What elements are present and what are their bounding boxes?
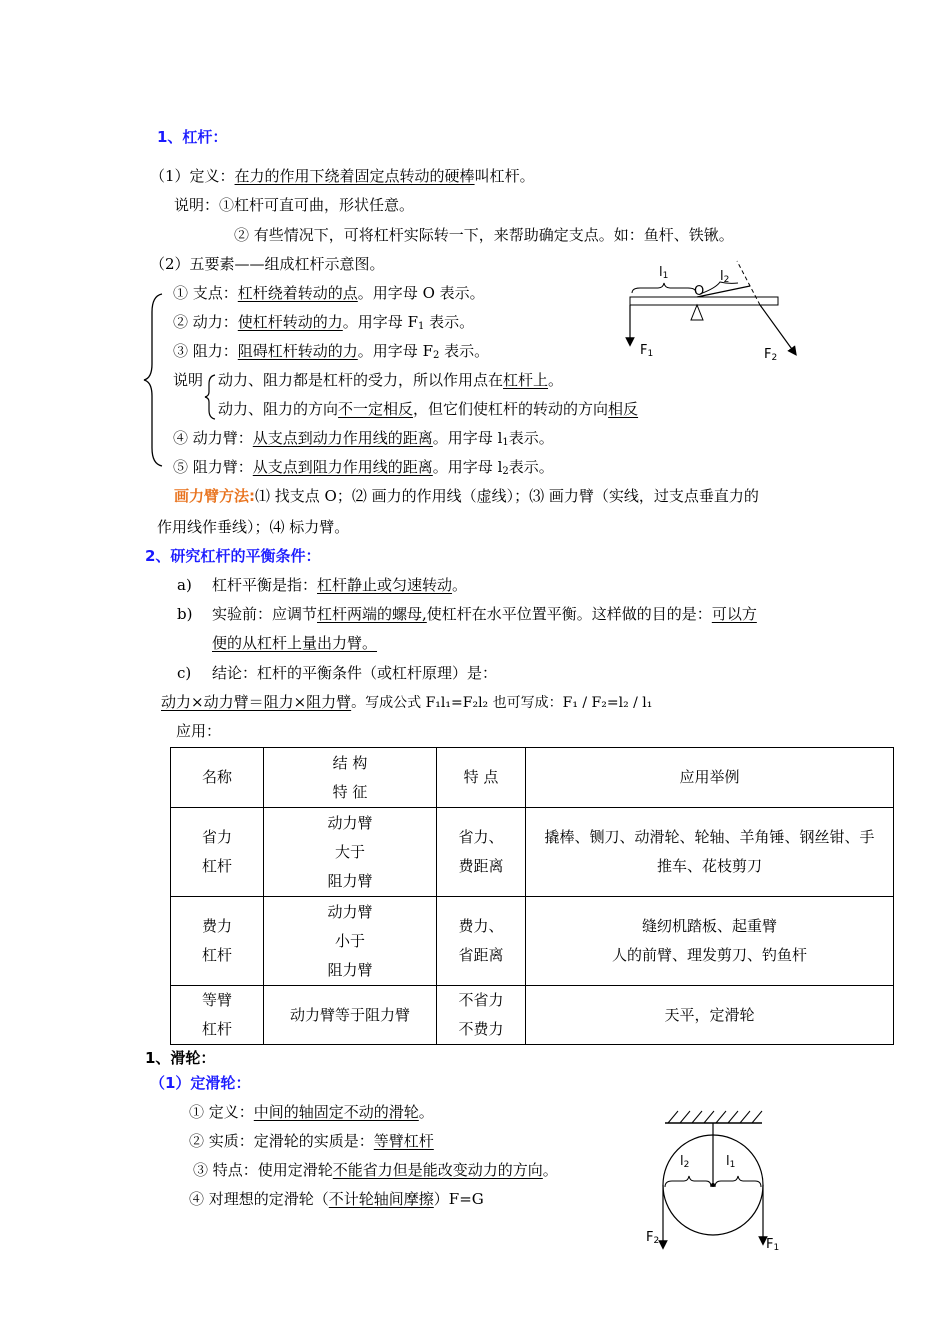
load-sub: 2	[432, 350, 440, 361]
row-feature: 不省力 不费力	[437, 986, 526, 1045]
balance-a-underlined: 杠杆静止或匀速转动	[317, 576, 453, 594]
pulley-def-suffix: 。	[418, 1103, 434, 1121]
balance-heading: 2、研究杠杆的平衡条件：	[145, 547, 321, 565]
note-a-suffix: 。	[548, 371, 564, 389]
load-suffix-b: 表示。	[439, 342, 490, 360]
load-arm-line	[173, 457, 554, 482]
load-arm-prefix: ⑤ 阻力臂：	[173, 458, 253, 476]
note-b-underlined-2: 相反	[608, 400, 639, 418]
row-structure: 动力臂 大于 阻力臂	[264, 808, 437, 897]
balance-a-label: a)	[177, 576, 192, 594]
effort-suffix-a: 。用字母 F	[342, 313, 418, 331]
note-a-prefix: 动力、阻力都是杠杆的受力，所以作用点在	[218, 371, 504, 389]
l2-label: l2	[720, 269, 730, 285]
load-underlined: 阻碍杠杆转动的力	[237, 342, 358, 360]
l1-label: l1	[659, 265, 669, 281]
row-examples: 缝纫机踏板、起重臂 人的前臂、理发剪刀、钓鱼杆	[526, 897, 894, 986]
effort-arm-underlined: 从支点到动力作用线的距离	[252, 429, 433, 447]
effort-arm-suffix-a: 。用字母 l	[432, 429, 503, 447]
lever-note-2: ② 有些情况下，可将杠杆实际转一下，来帮助确定支点。如：鱼杆、铁锹。	[234, 226, 734, 244]
ceiling-hatch	[668, 1111, 762, 1123]
header-examples: 应用举例	[526, 748, 894, 808]
balance-b-underlined-3: 便的从杠杆上量出力臂。	[212, 634, 378, 652]
pulley-feat-suffix: 。	[542, 1161, 558, 1179]
balance-b-mid: 使杠杆在水平位置平衡。这样做的目的是：	[426, 605, 712, 623]
balance-c: 结论：杠杆的平衡条件（或杠杆原理）是：	[212, 664, 498, 682]
load-line	[173, 341, 489, 366]
balance-b-underlined-2: 可以方	[711, 605, 757, 623]
fulcrum-suffix: 。用字母 O 表示。	[357, 284, 485, 302]
lever-types-table	[170, 747, 894, 1045]
effort-arm-line	[173, 428, 554, 453]
formula-text: 。写成公式 F₁l₁=F₂l₂ 也可写成：F₁ / F₂=l₂ / l₁	[351, 695, 653, 711]
fixed-pulley-diagram	[640, 1105, 780, 1255]
effort-arm-suffix-b: 表示。	[508, 429, 554, 447]
row-name: 等臂 杠杆	[171, 986, 264, 1045]
method-line	[174, 486, 759, 506]
lever-note-1: 说明：①杠杆可直可曲，形状任意。	[174, 196, 415, 214]
pulley-def-prefix: ① 定义：	[189, 1103, 254, 1121]
effort-line	[173, 312, 474, 337]
row-examples: 天平，定滑轮	[526, 986, 894, 1045]
header-structure: 结 构 特 征	[264, 748, 437, 808]
def-underlined: 在力的作用下绕着固定点转动的硬棒	[234, 167, 475, 185]
row-examples: 撬棒、铡刀、动滑轮、轮轴、羊角锤、钢丝钳、手 推车、花枝剪刀	[526, 808, 894, 897]
lever-definition	[150, 166, 535, 186]
header-feature: 特 点	[437, 748, 526, 808]
balance-b-label: b)	[177, 605, 193, 623]
lever-diagram	[620, 258, 810, 368]
row-structure: 动力臂等于阻力臂	[264, 986, 437, 1045]
effort-underlined: 使杠杆转动的力	[237, 313, 343, 331]
note-a-underlined: 杠杆上	[503, 371, 549, 389]
f2-arrow	[760, 305, 794, 352]
note-label: 说明	[173, 371, 204, 389]
formula-underlined: 动力×动力臂＝阻力×阻力臂	[161, 693, 352, 711]
f1-label: F1	[640, 343, 654, 359]
five-elements-title: （2）五要素——组成杠杆示意图。	[150, 255, 385, 273]
pulley-def-underlined: 中间的轴固定不动的滑轮	[253, 1103, 419, 1121]
load-arm-suffix-b: 表示。	[508, 458, 554, 476]
balance-c-label: c)	[177, 664, 192, 682]
fixed-pulley-heading: （1）定滑轮：	[150, 1074, 251, 1092]
balance-a-suffix: 。	[452, 576, 468, 594]
balance-a-prefix: 杠杆平衡是指：	[212, 576, 318, 594]
load-arm-suffix-a: 。用字母 l	[432, 458, 503, 476]
fulcrum-underlined: 杠杆绕着转动的点	[237, 284, 358, 302]
note-b-mid: ，但它们使杠杆的转动的方向	[413, 400, 609, 418]
def-prefix: （1）定义：	[150, 167, 235, 185]
note-b-prefix: 动力、阻力的方向	[218, 400, 339, 418]
effort-arm-prefix: ④ 动力臂：	[173, 429, 253, 447]
o-label: O	[694, 284, 705, 299]
lever-heading: 1、杠杆：	[157, 128, 228, 146]
fulcrum-triangle	[691, 305, 703, 320]
effort-arm-sub: 1	[502, 437, 509, 448]
f2-label: F2	[646, 1230, 660, 1246]
fulcrum-line	[173, 283, 485, 303]
l2-label: l2	[680, 1154, 690, 1170]
pulley-axle	[711, 1183, 715, 1187]
small-brace	[203, 374, 217, 420]
pulley-heading: 1、滑轮：	[145, 1049, 216, 1067]
method-label: 画力臂方法:	[174, 487, 255, 505]
l1-brace	[632, 283, 696, 293]
pulley-nature	[189, 1131, 434, 1151]
pulley-feat-underlined: 不能省力但是能改变动力的方向	[332, 1161, 543, 1179]
pulley-definition	[189, 1102, 434, 1122]
l2-brace	[665, 1176, 711, 1187]
table-row	[171, 897, 894, 986]
pulley-ideal	[189, 1189, 484, 1209]
f1-label: F1	[766, 1237, 780, 1253]
method-text: ⑴ 找支点 O；⑵ 画力的作用线（虚线）；⑶ 画力臂（实线，过支点垂直力的	[255, 487, 759, 505]
pulley-ideal-prefix: ④ 对理想的定滑轮（	[189, 1190, 329, 1208]
balance-a	[212, 575, 467, 595]
load-arm-underlined: 从支点到阻力作用线的距离	[252, 458, 433, 476]
pulley-ideal-suffix: ）F=G	[433, 1190, 484, 1208]
balance-b-cont	[212, 633, 377, 653]
row-name: 省力 杠杆	[171, 808, 264, 897]
table-row	[171, 808, 894, 897]
effort-sub: 1	[417, 321, 425, 332]
left-brace	[140, 292, 170, 468]
pulley-nature-underlined: 等臂杠杆	[373, 1132, 434, 1150]
effort-suffix-b: 表示。	[424, 313, 475, 331]
load-arm-sub: 2	[502, 466, 509, 477]
note-b-underlined-1: 不一定相反	[338, 400, 414, 418]
row-structure: 动力臂 小于 阻力臂	[264, 897, 437, 986]
method-line-2: 作用线作垂线）；⑷ 标力臂。	[157, 518, 350, 536]
note-b	[218, 399, 638, 419]
balance-b	[212, 604, 757, 624]
row-feature: 省力、 费距离	[437, 808, 526, 897]
row-name: 费力 杠杆	[171, 897, 264, 986]
fulcrum-prefix: ① 支点：	[173, 284, 238, 302]
effort-prefix: ② 动力：	[173, 313, 238, 331]
load-suffix-a: 。用字母 F	[357, 342, 433, 360]
application-label: 应用：	[176, 722, 222, 740]
load-prefix: ③ 阻力：	[173, 342, 238, 360]
row-feature: 费力、 省距离	[437, 897, 526, 986]
l1-brace	[715, 1176, 761, 1187]
table-header	[171, 748, 894, 808]
balance-formula	[161, 692, 652, 713]
pulley-feature	[193, 1160, 558, 1180]
header-name: 名称	[171, 748, 264, 808]
pulley-ideal-underlined: 不计轮轴间摩擦	[328, 1190, 434, 1208]
note-a	[218, 370, 563, 390]
l1-label: l1	[726, 1154, 736, 1170]
table-row	[171, 986, 894, 1045]
pulley-nature-prefix: ② 实质：定滑轮的实质是：	[189, 1132, 374, 1150]
f2-label: F2	[764, 347, 778, 363]
pulley-feat-prefix: ③ 特点：使用定滑轮	[193, 1161, 333, 1179]
balance-b-prefix: 实验前：应调节	[212, 605, 318, 623]
def-suffix: 叫杠杆。	[474, 167, 535, 185]
balance-b-underlined: 杠杆两端的螺母,	[317, 605, 427, 623]
